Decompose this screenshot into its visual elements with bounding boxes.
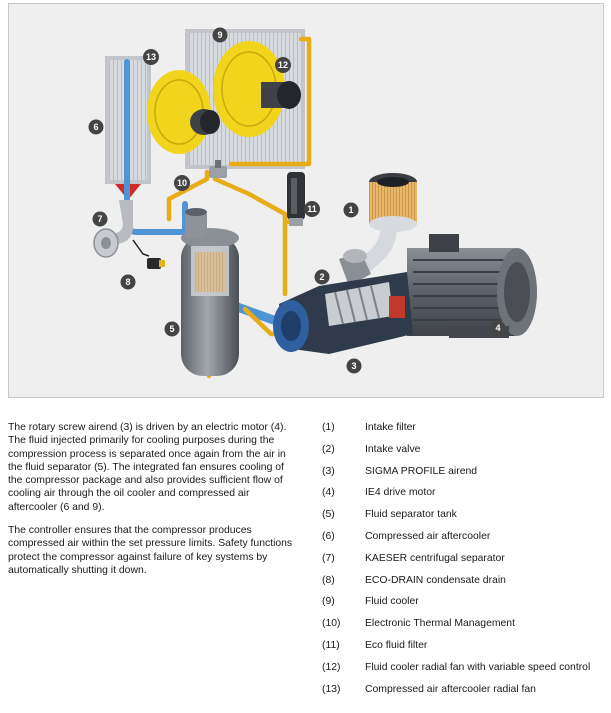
description-paragraph-1: The rotary screw airend (3) is driven by an electric motor (4). The fluid injected primarily for cooling purposes during the compression process is separated once again from the air in the fluid separator (5). The integrated fan ensures cooling of the compressor package and also provides sufficient flow of cooling air through the oil cooler and compressed air aftercooler (6 and 9). (8, 422, 287, 513)
legend-label: Fluid cooler radial fan with variable speed control (365, 661, 591, 673)
airend (273, 272, 413, 354)
badge-8 (121, 275, 136, 290)
badge-5 (165, 322, 180, 337)
svg-text:9: 9 (217, 30, 223, 40)
legend-number: (5) (322, 509, 335, 521)
svg-text:11: 11 (307, 204, 317, 214)
legend-item (322, 465, 607, 487)
svg-text:8: 8 (125, 277, 131, 287)
svg-text:1: 1 (348, 205, 354, 215)
legend-item (322, 595, 607, 617)
svg-text:10: 10 (176, 178, 188, 188)
drive-motor (407, 234, 537, 338)
legend-number: (7) (322, 552, 335, 564)
badge-3 (347, 359, 362, 374)
badge-12 (275, 57, 291, 73)
svg-text:3: 3 (351, 361, 357, 371)
badge-10 (174, 175, 190, 191)
legend-item (322, 617, 607, 639)
legend-number: (6) (322, 530, 335, 542)
svg-text:2: 2 (319, 272, 325, 282)
legend-label: IE4 drive motor (365, 487, 436, 499)
badge-13 (143, 49, 159, 65)
component-legend (322, 421, 607, 704)
badge-1 (344, 203, 359, 218)
badge-11 (304, 201, 320, 217)
legend-label: Fluid separator tank (365, 509, 457, 521)
legend-item (322, 683, 607, 705)
legend-number: (10) (322, 618, 341, 630)
legend-number: (3) (322, 465, 335, 477)
legend-item (322, 443, 607, 465)
legend-number: (4) (322, 487, 335, 499)
centrifugal-separator (94, 200, 133, 257)
legend-label: Fluid cooler (365, 596, 419, 608)
svg-text:13: 13 (145, 52, 157, 62)
description (8, 421, 300, 587)
svg-text:12: 12 (277, 60, 289, 70)
badge-4 (491, 321, 506, 336)
legend-item (322, 421, 607, 443)
legend-number: (9) (322, 596, 335, 608)
svg-text:4: 4 (495, 323, 501, 333)
legend-item (322, 639, 607, 661)
description-paragraph-2: The controller ensures that the compressor produces compressed air within the set pressure limits. Safety functions protect the compressor against failure of key systems by automatically shutting it down. (8, 525, 293, 576)
compressor-diagram (8, 3, 604, 398)
legend-item (322, 508, 607, 530)
legend-number: (13) (322, 683, 341, 695)
badge-9 (213, 28, 228, 43)
legend-number: (1) (322, 422, 335, 433)
legend-label: Electronic Thermal Management (365, 618, 515, 630)
legend-number: (2) (322, 443, 335, 455)
legend-label: Intake filter (365, 422, 416, 433)
eco-drain (133, 240, 165, 269)
legend-label: Intake valve (365, 443, 421, 455)
eco-fluid-filter (287, 172, 305, 226)
legend-number: (12) (322, 661, 341, 673)
compressor-illustration (9, 4, 603, 397)
svg-text:7: 7 (97, 214, 103, 224)
legend-item (322, 574, 607, 596)
legend-number: (8) (322, 574, 335, 586)
svg-text:5: 5 (169, 324, 175, 334)
legend-item (322, 661, 607, 683)
legend-number: (11) (322, 639, 340, 651)
svg-text:6: 6 (93, 122, 99, 132)
legend-label: Eco fluid filter (365, 639, 428, 651)
badge-2 (315, 270, 330, 285)
legend-item (322, 530, 607, 552)
legend-item (322, 486, 607, 508)
legend-label: ECO-DRAIN condensate drain (365, 574, 506, 586)
badge-6 (89, 120, 104, 135)
separator-tank (181, 208, 239, 376)
legend-label: SIGMA PROFILE airend (365, 465, 478, 477)
legend-label: Compressed air aftercooler (365, 530, 491, 542)
legend-label: KAESER centrifugal separator (365, 552, 505, 564)
badge-7 (93, 212, 108, 227)
legend-item (322, 552, 607, 574)
legend-label: Compressed air aftercooler radial fan (365, 683, 536, 695)
